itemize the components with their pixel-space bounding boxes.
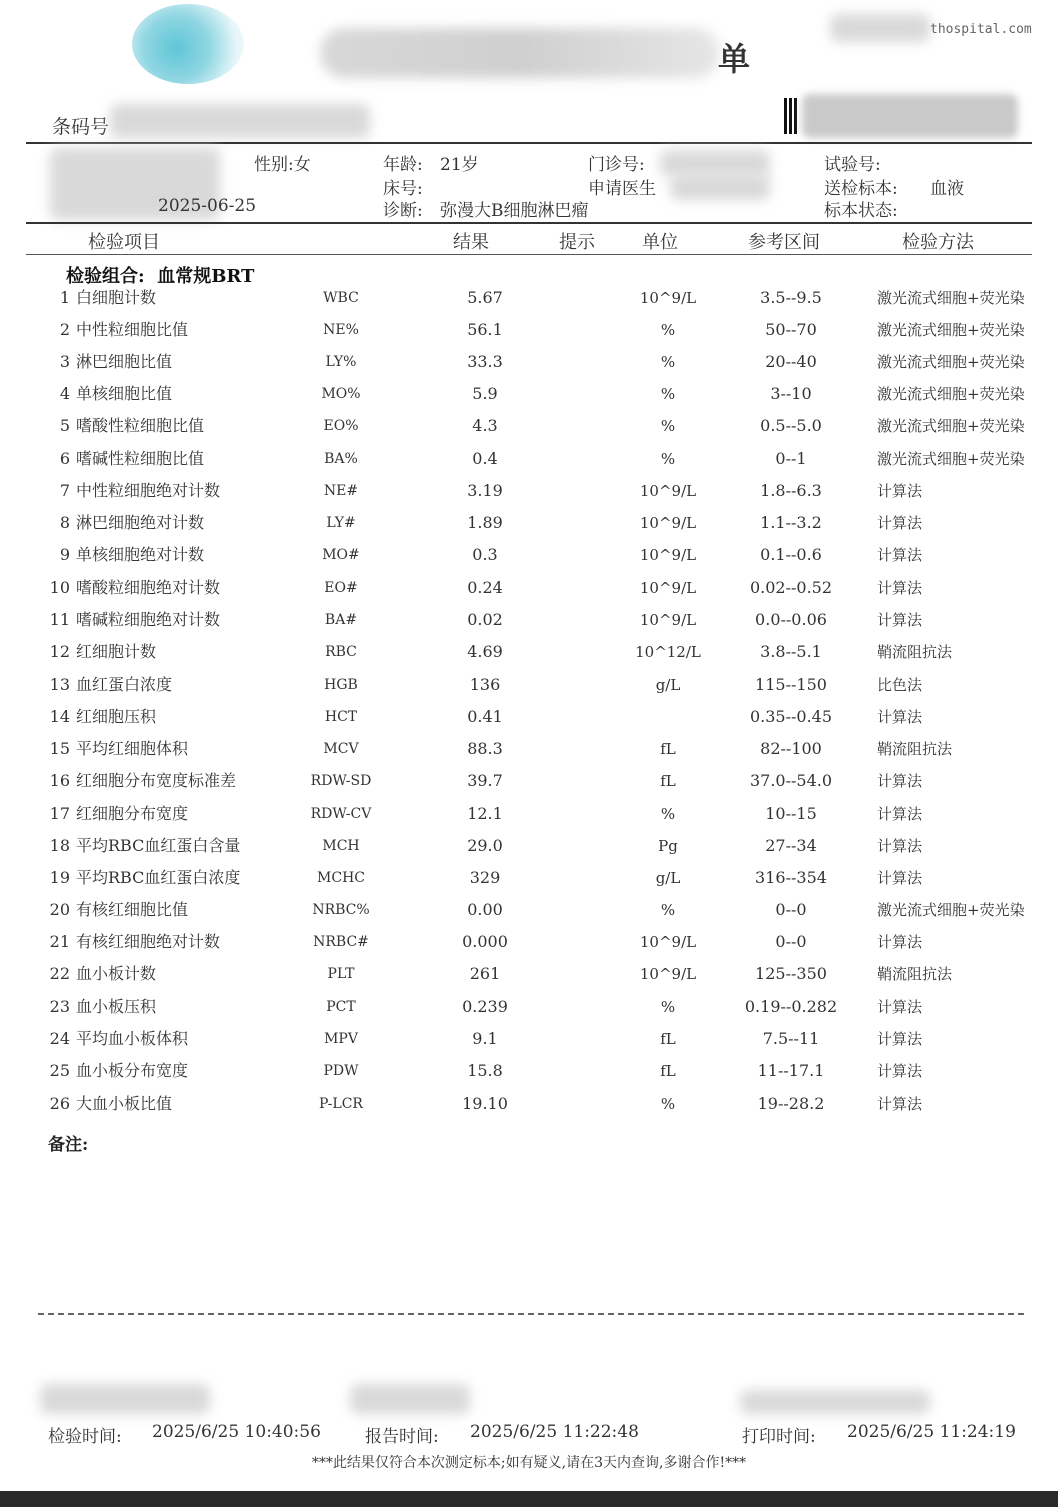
row-method: 激光流式细胞+荧光染	[877, 353, 1025, 371]
row-ref: 19--28.2	[757, 1094, 825, 1113]
row-code: MPV	[324, 1031, 358, 1047]
row-ref: 3--10	[770, 384, 812, 403]
row-method: 计算法	[877, 933, 923, 951]
row-no: 7	[59, 481, 70, 500]
row-unit: %	[660, 321, 676, 339]
outpatient-blurred	[660, 150, 770, 176]
doctor-label: 申请医生	[588, 179, 656, 199]
row-method: 鞘流阻抗法	[877, 965, 953, 983]
row-no: 14	[49, 707, 70, 726]
row-no: 26	[49, 1094, 70, 1113]
hospital-logo-icon	[132, 4, 244, 84]
table-header-divider	[26, 254, 1032, 255]
row-name: 有核红细胞绝对计数	[76, 932, 221, 951]
row-name: 红细胞分布宽度标准差	[76, 771, 237, 790]
row-unit: %	[660, 1095, 676, 1113]
row-result: 261	[469, 964, 501, 983]
info-divider	[26, 222, 1032, 224]
row-no: 3	[59, 352, 70, 371]
row-ref: 0.0--0.06	[755, 610, 827, 629]
col-header-result: 结果	[453, 232, 489, 253]
table-row	[0, 604, 1058, 636]
row-method: 激光流式细胞+荧光染	[877, 385, 1025, 403]
row-result: 4.69	[467, 642, 503, 661]
row-unit: fL	[660, 1030, 676, 1048]
row-method: 计算法	[877, 708, 923, 726]
row-name: 单核细胞绝对计数	[76, 545, 205, 564]
col-header-reference: 参考区间	[748, 232, 820, 253]
row-no: 25	[49, 1061, 70, 1080]
barcode-label: 条码号	[52, 116, 110, 138]
bottom-edge-bar	[0, 1491, 1058, 1507]
diagnosis-value: 弥漫大B细胞淋巴瘤	[440, 201, 589, 221]
row-no: 24	[49, 1029, 70, 1048]
row-ref: 1.8--6.3	[760, 481, 822, 500]
row-code: RBC	[325, 644, 357, 660]
row-ref: 0--0	[775, 932, 807, 951]
table-row	[0, 1088, 1058, 1120]
row-unit: g/L	[655, 676, 681, 694]
row-method: 计算法	[877, 579, 923, 597]
print-time-label: 打印时间:	[742, 1427, 816, 1447]
row-code: PDW	[323, 1063, 359, 1079]
age-value: 21岁	[440, 155, 479, 175]
row-unit: 10^9/L	[639, 482, 697, 500]
row-no: 13	[49, 675, 70, 694]
table-row	[0, 572, 1058, 604]
table-row	[0, 733, 1058, 765]
test-time: 2025/6/25 10:40:56	[152, 1422, 321, 1442]
row-no: 22	[49, 964, 70, 983]
row-ref: 0.1--0.6	[760, 545, 822, 564]
row-unit: fL	[660, 740, 676, 758]
test-time-label: 检验时间:	[48, 1427, 122, 1447]
row-no: 15	[49, 739, 70, 758]
row-result: 0.24	[467, 578, 503, 597]
row-ref: 0--0	[775, 900, 807, 919]
row-method: 鞘流阻抗法	[877, 740, 953, 758]
group-label: 检验组合:	[66, 266, 145, 287]
report-time-label: 报告时间:	[365, 1427, 439, 1447]
row-no: 17	[49, 804, 70, 823]
row-no: 9	[59, 545, 70, 564]
row-result: 0.41	[467, 707, 503, 726]
row-code: NRBC#	[313, 934, 369, 950]
row-unit: g/L	[655, 869, 681, 887]
row-ref: 1.1--3.2	[760, 513, 822, 532]
row-no: 20	[49, 900, 70, 919]
row-result: 39.7	[467, 771, 503, 790]
row-result: 1.89	[467, 513, 503, 532]
remark-label: 备注:	[48, 1135, 89, 1155]
row-code: MCV	[323, 741, 359, 757]
row-code: NRBC%	[312, 902, 370, 918]
row-name: 红细胞分布宽度	[76, 804, 189, 823]
specimen-label: 送检标本:	[824, 179, 898, 199]
diagnosis-label: 诊断:	[383, 201, 423, 221]
row-code: MO#	[322, 547, 360, 563]
row-method: 计算法	[877, 1062, 923, 1080]
barcode-icon	[784, 98, 798, 134]
row-name: 淋巴细胞绝对计数	[76, 513, 205, 532]
specimen-status-label: 标本状态:	[824, 201, 898, 221]
row-code: PCT	[326, 999, 356, 1015]
row-name: 红细胞压积	[76, 707, 157, 726]
row-method: 计算法	[877, 611, 923, 629]
row-unit: 10^9/L	[639, 933, 697, 951]
row-ref: 20--40	[765, 352, 817, 371]
row-method: 计算法	[877, 1030, 923, 1048]
row-ref: 125--350	[755, 964, 827, 983]
table-row	[0, 765, 1058, 797]
reviewer-signature-blurred	[740, 1390, 930, 1414]
row-ref: 11--17.1	[757, 1061, 825, 1080]
row-method: 计算法	[877, 772, 923, 790]
report-title-char: 单	[718, 40, 751, 78]
row-method: 计算法	[877, 1095, 923, 1113]
row-ref: 0.35--0.45	[749, 707, 833, 726]
row-code: MCH	[322, 838, 360, 854]
barcode-blurred	[802, 94, 1018, 138]
row-result: 56.1	[467, 320, 503, 339]
row-code: WBC	[323, 290, 359, 306]
row-no: 5	[59, 416, 70, 435]
row-method: 激光流式细胞+荧光染	[877, 417, 1025, 435]
table-row	[0, 507, 1058, 539]
test-no-label: 试验号:	[824, 155, 881, 175]
table-row	[0, 1055, 1058, 1087]
bed-label: 床号:	[383, 179, 423, 199]
row-method: 计算法	[877, 482, 923, 500]
row-name: 中性粒细胞绝对计数	[76, 481, 221, 500]
footer-dashed-divider	[38, 1313, 1024, 1315]
row-result: 0.000	[462, 932, 508, 951]
table-row	[0, 991, 1058, 1023]
row-unit: %	[660, 901, 676, 919]
report-time: 2025/6/25 11:22:48	[470, 1422, 639, 1442]
row-code: NE#	[323, 483, 359, 499]
reporter-signature-blurred	[350, 1384, 470, 1414]
row-result: 0.239	[462, 997, 508, 1016]
row-unit: %	[660, 998, 676, 1016]
row-name: 平均血小板体积	[76, 1029, 189, 1048]
row-code: PLT	[327, 966, 355, 982]
disclaimer: ***此结果仅符合本次测定标本;如有疑义,请在3天内查询,多谢合作!***	[311, 1455, 747, 1471]
table-row	[0, 701, 1058, 733]
row-code: LY#	[326, 515, 356, 531]
tester-signature-blurred	[40, 1384, 210, 1414]
row-method: 计算法	[877, 805, 923, 823]
table-row	[0, 862, 1058, 894]
row-result: 33.3	[467, 352, 503, 371]
row-name: 淋巴细胞比值	[76, 352, 173, 371]
row-name: 血小板压积	[76, 997, 157, 1016]
row-ref: 37.0--54.0	[749, 771, 833, 790]
row-name: 血红蛋白浓度	[76, 675, 173, 694]
row-method: 计算法	[877, 546, 923, 564]
row-name: 嗜碱性粒细胞比值	[76, 449, 205, 468]
row-unit: %	[660, 805, 676, 823]
row-ref: 0.5--5.0	[760, 416, 822, 435]
row-result: 0.02	[467, 610, 503, 629]
row-code: BA%	[324, 451, 358, 467]
row-no: 10	[49, 578, 70, 597]
row-no: 19	[49, 868, 70, 887]
row-result: 29.0	[467, 836, 503, 855]
row-method: 激光流式细胞+荧光染	[877, 901, 1025, 919]
table-row	[0, 475, 1058, 507]
row-code: LY%	[325, 354, 357, 370]
row-method: 计算法	[877, 998, 923, 1016]
row-name: 红细胞计数	[76, 642, 157, 661]
table-row	[0, 282, 1058, 314]
row-result: 5.9	[472, 384, 498, 403]
col-header-item: 检验项目	[88, 232, 160, 253]
report-date: 2025-06-25	[158, 196, 257, 216]
row-code: HGB	[324, 677, 358, 693]
row-unit: 10^9/L	[639, 579, 697, 597]
col-header-method: 检验方法	[902, 232, 974, 253]
table-row	[0, 669, 1058, 701]
row-method: 计算法	[877, 837, 923, 855]
row-code: RDW-CV	[310, 806, 372, 822]
row-unit: %	[660, 417, 676, 435]
row-code: P-LCR	[319, 1096, 363, 1112]
row-name: 平均RBC血红蛋白含量	[76, 836, 241, 855]
row-method: 计算法	[877, 514, 923, 532]
hospital-url: thospital.com	[930, 22, 1032, 37]
row-unit: 10^9/L	[639, 546, 697, 564]
table-row	[0, 346, 1058, 378]
row-no: 23	[49, 997, 70, 1016]
row-ref: 316--354	[755, 868, 827, 887]
row-no: 21	[49, 932, 70, 951]
table-row	[0, 894, 1058, 926]
row-unit: fL	[660, 1062, 676, 1080]
row-name: 嗜酸性粒细胞比值	[76, 416, 205, 435]
row-name: 有核红细胞比值	[76, 900, 189, 919]
row-unit: %	[660, 450, 676, 468]
row-method: 激光流式细胞+荧光染	[877, 321, 1025, 339]
row-code: HCT	[324, 709, 358, 725]
row-unit: %	[660, 385, 676, 403]
row-name: 平均RBC血红蛋白浓度	[76, 868, 241, 887]
table-row	[0, 539, 1058, 571]
row-name: 嗜酸粒细胞绝对计数	[76, 578, 221, 597]
table-row	[0, 378, 1058, 410]
header-divider	[26, 142, 1032, 144]
row-no: 12	[49, 642, 70, 661]
row-name: 单核细胞比值	[76, 384, 173, 403]
row-name: 白细胞计数	[76, 288, 157, 307]
row-code: BA#	[324, 612, 358, 628]
row-code: NE%	[323, 322, 359, 338]
row-name: 平均红细胞体积	[76, 739, 189, 758]
row-ref: 27--34	[765, 836, 817, 855]
row-no: 4	[59, 384, 70, 403]
row-method: 计算法	[877, 869, 923, 887]
barcode-value-blurred	[110, 104, 370, 138]
row-name: 嗜碱粒细胞绝对计数	[76, 610, 221, 629]
row-name: 血小板计数	[76, 964, 157, 983]
row-name: 大血小板比值	[76, 1094, 173, 1113]
row-ref: 115--150	[755, 675, 827, 694]
row-result: 136	[469, 675, 501, 694]
row-unit: 10^9/L	[639, 289, 697, 307]
row-result: 0.4	[472, 449, 498, 468]
table-row	[0, 1023, 1058, 1055]
table-row	[0, 636, 1058, 668]
row-no: 8	[59, 513, 70, 532]
row-unit: 10^9/L	[639, 611, 697, 629]
row-no: 16	[49, 771, 70, 790]
row-ref: 0.19--0.282	[744, 997, 838, 1016]
print-time: 2025/6/25 11:24:19	[847, 1422, 1016, 1442]
row-unit: Pg	[658, 837, 678, 855]
doctor-blurred	[670, 174, 770, 200]
row-unit: 10^9/L	[639, 965, 697, 983]
row-result: 3.19	[467, 481, 503, 500]
row-result: 4.3	[472, 416, 498, 435]
table-row	[0, 443, 1058, 475]
row-no: 6	[59, 449, 70, 468]
table-row	[0, 410, 1058, 442]
row-ref: 0--1	[775, 449, 807, 468]
url-blurred	[830, 14, 930, 42]
row-code: EO#	[324, 580, 358, 596]
row-name: 血小板分布宽度	[76, 1061, 189, 1080]
row-result: 12.1	[467, 804, 503, 823]
row-ref: 82--100	[760, 739, 822, 758]
table-row	[0, 830, 1058, 862]
group-name: 血常规BRT	[157, 266, 255, 287]
row-ref: 7.5--11	[762, 1029, 820, 1048]
row-method: 鞘流阻抗法	[877, 643, 953, 661]
row-ref: 10--15	[765, 804, 817, 823]
gender-label: 性别:女	[254, 155, 311, 175]
specimen-value: 血液	[930, 179, 964, 199]
row-method: 激光流式细胞+荧光染	[877, 289, 1025, 307]
row-result: 15.8	[467, 1061, 503, 1080]
row-no: 1	[59, 288, 70, 307]
report-title-blurred	[320, 28, 720, 78]
row-no: 18	[49, 836, 70, 855]
row-no: 11	[49, 610, 70, 629]
row-result: 9.1	[472, 1029, 498, 1048]
table-row	[0, 314, 1058, 346]
age-label: 年龄:	[383, 155, 423, 175]
row-result: 329	[469, 868, 501, 887]
row-result: 5.67	[467, 288, 503, 307]
row-unit: 10^12/L	[635, 643, 701, 661]
row-code: RDW-SD	[310, 773, 372, 789]
outpatient-label: 门诊号:	[588, 155, 645, 175]
row-ref: 3.8--5.1	[760, 642, 822, 661]
col-header-unit: 单位	[642, 232, 678, 253]
row-ref: 3.5--9.5	[760, 288, 822, 307]
row-method: 激光流式细胞+荧光染	[877, 450, 1025, 468]
row-unit: %	[660, 353, 676, 371]
row-method: 比色法	[877, 676, 923, 694]
row-code: MCHC	[317, 870, 365, 886]
row-unit: 10^9/L	[639, 514, 697, 532]
row-name: 中性粒细胞比值	[76, 320, 189, 339]
table-row	[0, 958, 1058, 990]
row-code: MO%	[321, 386, 361, 402]
row-result: 0.3	[472, 545, 498, 564]
table-row	[0, 926, 1058, 958]
row-result: 19.10	[462, 1094, 508, 1113]
table-row	[0, 798, 1058, 830]
col-header-hint: 提示	[559, 232, 595, 253]
row-ref: 50--70	[765, 320, 817, 339]
row-result: 88.3	[467, 739, 503, 758]
row-code: EO%	[323, 418, 359, 434]
row-ref: 0.02--0.52	[749, 578, 833, 597]
row-result: 0.00	[467, 900, 503, 919]
row-unit: fL	[660, 772, 676, 790]
row-no: 2	[59, 320, 70, 339]
